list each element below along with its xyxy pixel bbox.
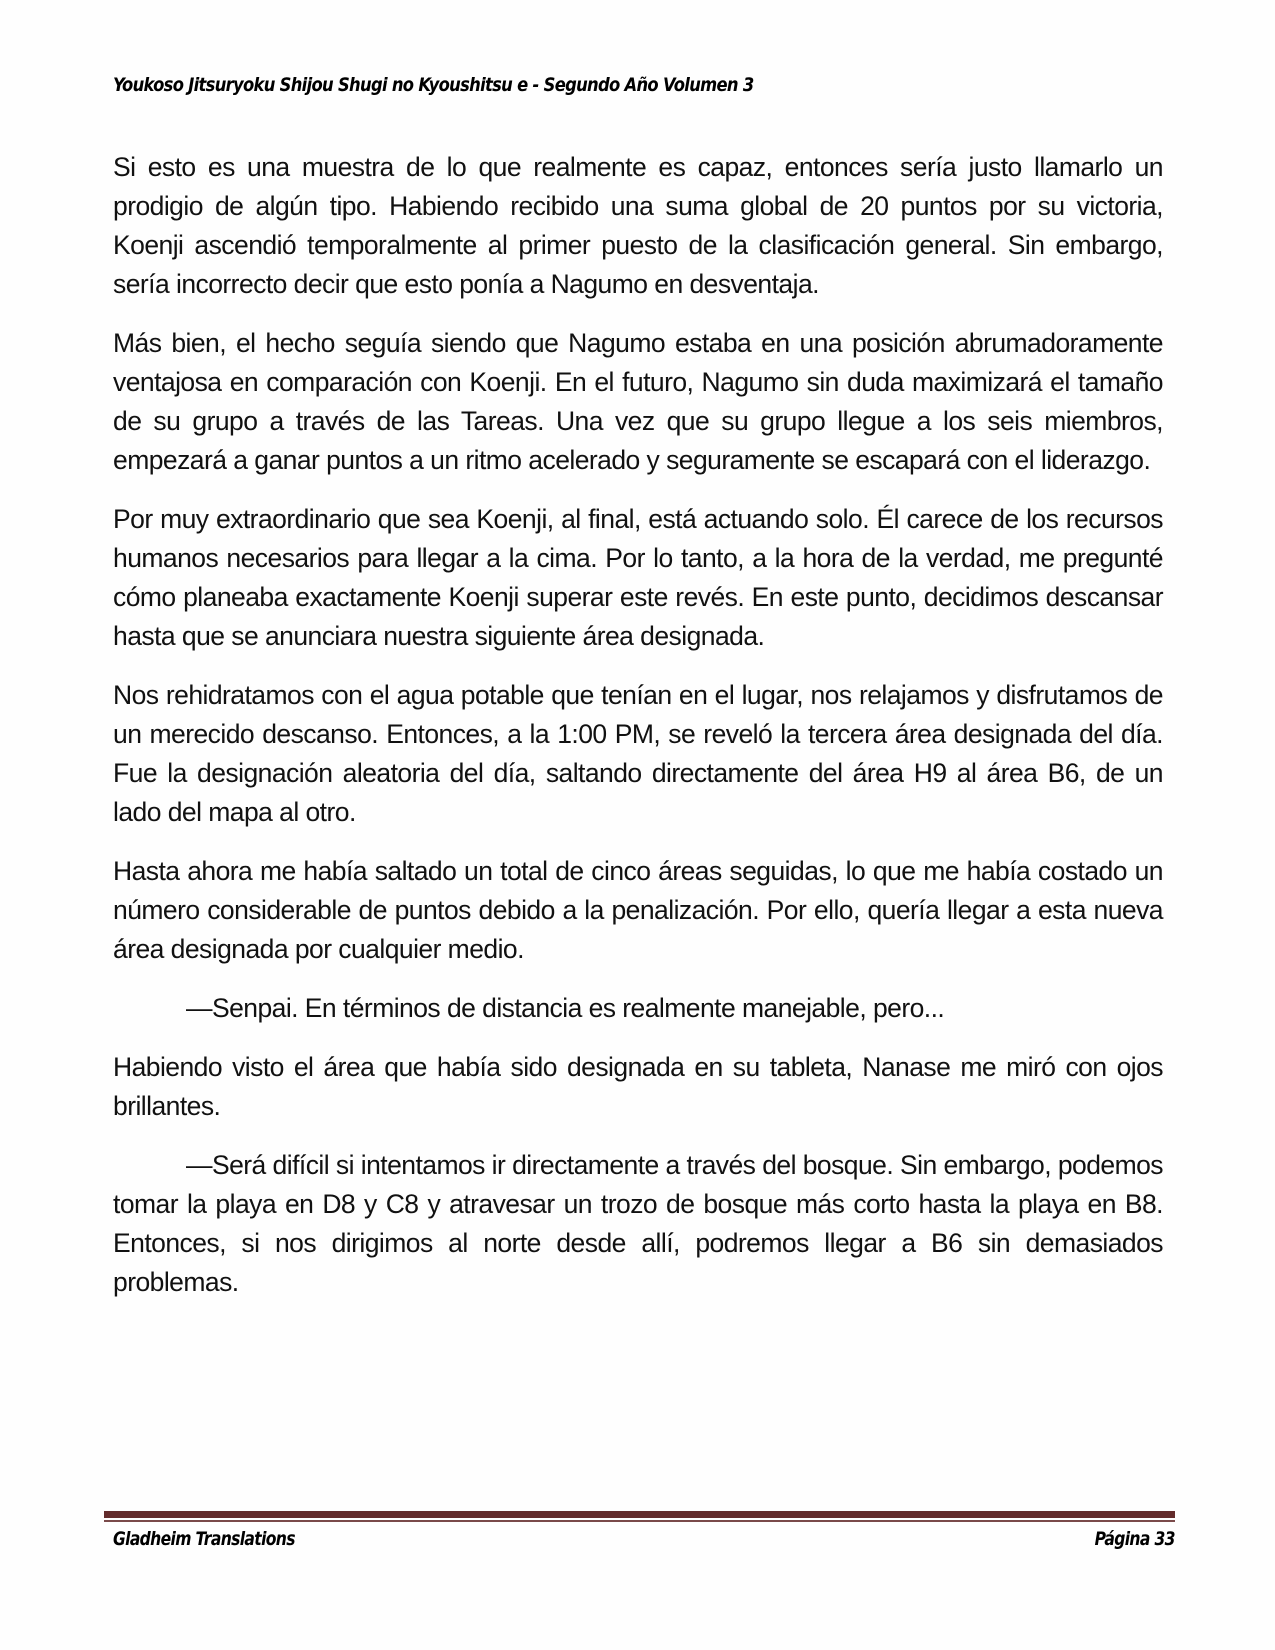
dialogue-paragraph: —Será difícil si intentamos ir directamente a través del bosque. Sin embargo, podemos tomar la playa en D8 y C8 y atravesar un trozo de bosque más corto hasta la playa en B8. Entonces, si nos dirigimos al norte desde allí, podremos llegar a B6 sin demasiados problemas.: [113, 1150, 1163, 1297]
footer-rule-thin: [104, 1520, 1175, 1522]
paragraph: Hasta ahora me había saltado un total de cinco áreas seguidas, lo que me había costado un número considerable de puntos debido a la penalización. Por ello, quería llegar a esta nueva área designada por cualquier medio.: [113, 856, 1163, 964]
paragraph: Nos rehidratamos con el agua potable que tenían en el lugar, nos relajamos y disfrutamos de un merecido descanso. Entonces, a la 1:00 PM, se reveló la tercera área designada del día. Fue la designación aleatoria del día, saltando directamente del área H9 al área B6, de un lado del mapa al otro.: [113, 680, 1163, 827]
body-text: [113, 148, 1163, 1322]
footer-rule-thick: [104, 1511, 1175, 1518]
paragraph: Habiendo visto el área que había sido designada en su tableta, Nanase me miró con ojos brillantes.: [113, 1052, 1163, 1121]
paragraph: Si esto es una muestra de lo que realmente es capaz, entonces sería justo llamarlo un prodigio de algún tipo. Habiendo recibido una suma global de 20 puntos por su victoria, Koenji ascendió temporalmente al primer puesto de la clasificación general. Sin embargo, sería incorrecto decir que esto ponía a Nagumo en desventaja.: [113, 152, 1163, 299]
footer-credit: Gladheim Translations: [113, 1528, 295, 1550]
paragraph: Por muy extraordinario que sea Koenji, al final, está actuando solo. Él carece de los recursos humanos necesarios para llegar a la cima. Por lo tanto, a la hora de la verdad, me pregunté cómo planeaba exactamente Koenji superar este revés. En este punto, decidimos descansar hasta que se anunciara nuestra siguiente área designada.: [113, 504, 1163, 651]
dialogue-paragraph: —Senpai. En términos de distancia es realmente manejable, pero...: [186, 993, 945, 1023]
paragraph: Más bien, el hecho seguía siendo que Nagumo estaba en una posición abrumadoramente ventajosa en comparación con Koenji. En el futuro, Nagumo sin duda maximizará el tamaño de su grupo a través de las Tareas. Una vez que su grupo llegue a los seis miembros, empezará a ganar puntos a un ritmo acelerado y seguramente se escapará con el liderazgo.: [113, 328, 1163, 475]
running-header-title: Youkoso Jitsuryoku Shijou Shugi no Kyoushitsu e - Segundo Año Volumen 3: [113, 74, 754, 96]
page-number: Página 33: [1094, 1528, 1175, 1550]
